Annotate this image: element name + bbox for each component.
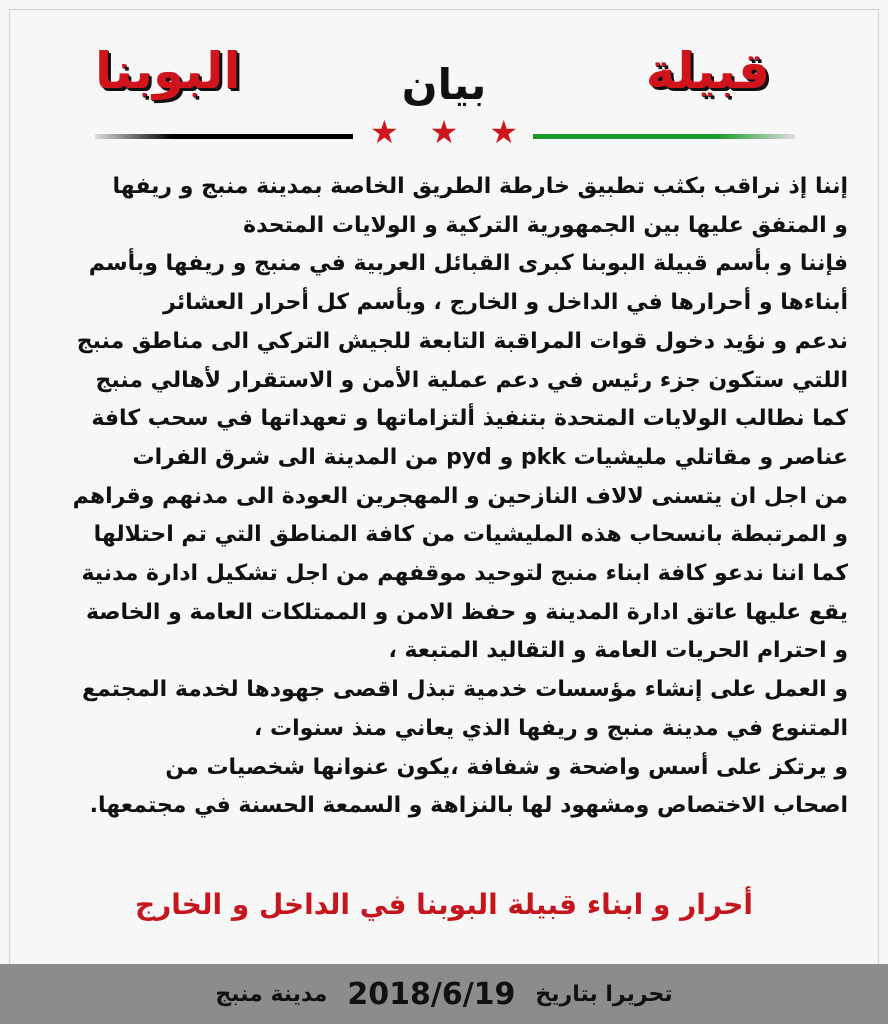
- statement-title: بيان: [401, 60, 487, 109]
- star-icon: ★: [489, 113, 518, 151]
- body-line: و احترام الحريات العامة و التقاليد المتبعة ،: [388, 638, 848, 664]
- tribe-word-qabila: قبيلة: [645, 42, 770, 100]
- body-line: اصحاب الاختصاص ومشهود لها بالنزاهة و السمعة الحسنة في مجتمعها.: [89, 793, 848, 819]
- body-line: و يرتكز على أسس واضحة و شفافة ،يكون عنوانها شخصيات من: [165, 754, 848, 780]
- footer-bar: [0, 964, 888, 1024]
- city-name: مدينة منبج: [215, 981, 328, 1007]
- document-header: [0, 0, 888, 150]
- body-line: كما نطالب الولايات المتحدة بتنفيذ ألتزاماتها و تعهداتها في سحب كافة: [91, 406, 848, 432]
- statement-date: 2018/6/19: [347, 976, 516, 1012]
- body-line: و المرتبطة بانسحاب هذه المليشيات من كافة المناطق التي تم احتلالها: [93, 522, 848, 548]
- closing-signature: أحرار و ابناء قبيلة البوبنا في الداخل و الخارج: [134, 888, 754, 921]
- body-line: اللتي ستكون جزء رئيس في دعم عملية الأمن و الاستقرار لأهالي منبج: [95, 367, 848, 393]
- tribe-word-albubanna: البوبنا: [95, 42, 241, 100]
- flag-black-stripe: [95, 134, 353, 139]
- flag-green-stripe: [533, 134, 795, 139]
- body-line: و العمل على إنشاء مؤسسات خدمية تبذل اقصى جهودها لخدمة المجتمع: [82, 677, 848, 703]
- body-line: فإننا و بأسم قبيلة البوبنا كبرى القبائل العربية في منبج و ريفها وبأسم: [88, 251, 848, 277]
- body-line: إننا إذ نراقب بكثب تطبيق خارطة الطريق الخاصة بمدينة منبج و ريفها: [112, 174, 848, 199]
- star-icon: ★: [370, 113, 399, 151]
- flag-stars: [370, 113, 518, 151]
- body-line: يقع عليها عاتق ادارة المدينة و حفظ الامن و الممتلكات العامة و الخاصة: [85, 599, 848, 625]
- star-icon: ★: [429, 113, 459, 151]
- written-date-label: تحريرا بتاريخ: [535, 981, 673, 1007]
- body-line: عناصر و مقاتلي مليشيات pkk و pyd من المدينة الى شرق الفرات: [132, 444, 848, 470]
- body-line: المتنوع في مدينة منبج و ريفها الذي يعاني منذ سنوات ،: [253, 715, 848, 741]
- body-line: ندعم و نؤيد دخول قوات المراقبة التابعة للجيش التركي الى مناطق منبج: [76, 328, 848, 354]
- body-line: كما اننا ندعو كافة ابناء منبج لتوحيد موقفهم من اجل تشكيل ادارة مدنية: [81, 561, 848, 587]
- statement-body: [40, 168, 848, 826]
- body-line: من اجل ان يتسنى لالاف النازحين و المهجرين العودة الى مدنهم وقراهم: [72, 483, 848, 509]
- body-line: أبناءها و أحرارها في الداخل و الخارج ، وبأسم كل أحرار العشائر: [163, 290, 848, 316]
- body-line: و المتفق عليها بين الجمهورية التركية و الولايات المتحدة: [243, 212, 848, 238]
